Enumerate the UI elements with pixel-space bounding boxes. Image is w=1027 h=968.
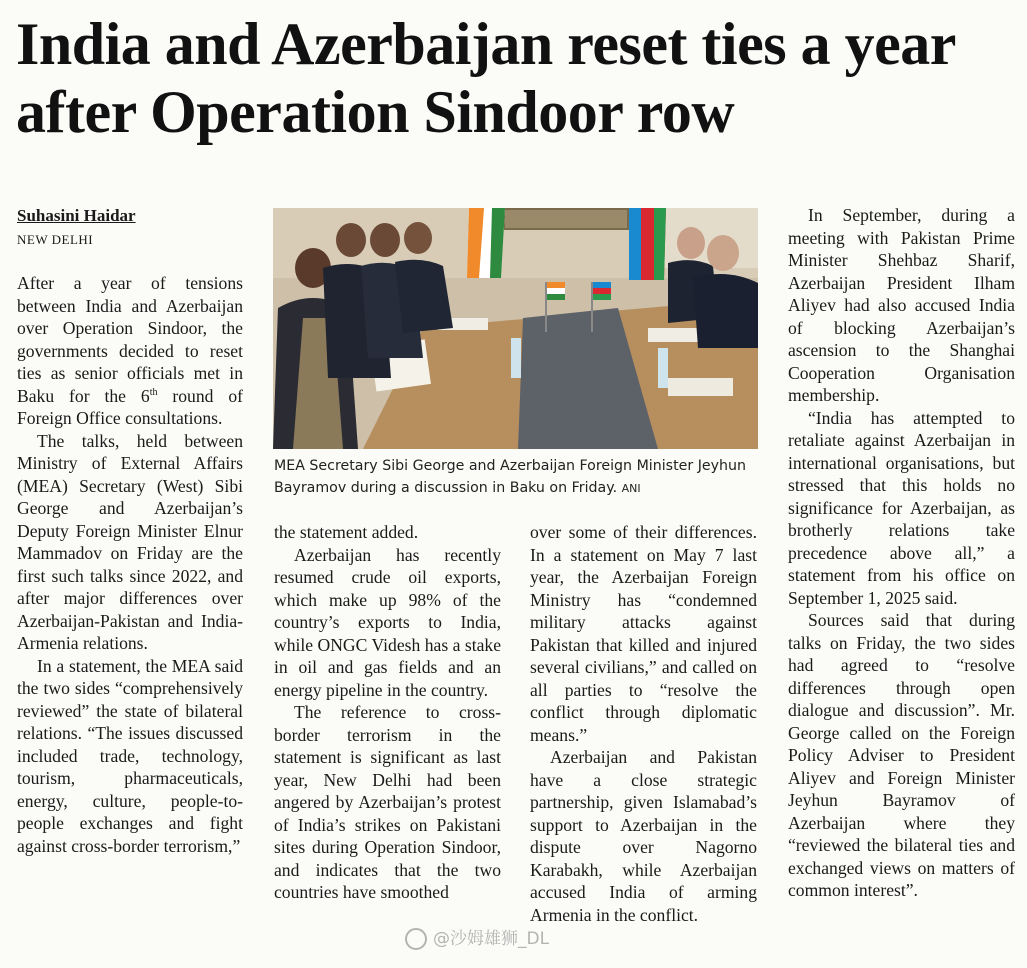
dateline: NEW DELHI (17, 232, 94, 247)
paragraph: Sources said that during talks on Friday, the two sides had agreed to “resolve differences through open dialogue and discussion”. Mr. George called on the Foreign Policy Adviser to President Aliyev and Foreign Minister Jeyhun Bayramov of Azerbaijan where they “reviewed the bilateral ties and exchanged views on matters of common interest”. (788, 610, 1015, 900)
paragraph: Azerbaijan has recently resumed crude oil exports, which make up 98% of the country’s exports to India, while ONGC Videsh has a stake in oil and gas fields and an energy pipeline in the country. (274, 544, 501, 700)
byline: Suhasini Haidar (17, 206, 136, 225)
paragraph: The talks, held between Ministry of External Affairs (MEA) Secretary (West) Sibi George and Azerbaijan’s Deputy Foreign Minister Elnur Mammadov on Friday are the first such talks since 2022, and after major differences over Azerbaijan-Pakistan and India-Armenia relations. (17, 430, 243, 653)
paragraph: Azerbaijan and Pakistan have a close strategic partnership, given Islamabad’s support to Azerbaijan in the dispute over Nagorno Karabakh, while Azerbaijan accused India of arming Armenia in the conflict. (530, 747, 757, 925)
paragraph: In a statement, the MEA said the two sides “comprehensively reviewed” the state of bilateral relations. “The issues discussed included trade, technology, tourism, pharmaceuticals, energy, culture, people-to-people exchanges and fight against cross-border terrorism,” (17, 655, 243, 856)
paragraph: over some of their differences. In a statement on May 7 last year, the Azerbaijan Foreign Ministry has “condemned military attacks against Pakistan that killed and injured several civilians,” and called on all parties to “resolve the conflict through diplomatic means.” (530, 522, 757, 745)
article-column-3 (530, 521, 757, 926)
article-column-2 (274, 521, 501, 904)
paragraph: In September, during a meeting with Pakistan Prime Minister Shehbaz Sharif, Azerbaijan President Ilham Aliyev had also accused India of blocking Azerbaijan’s ascension to the Shanghai Cooperation Organisation membership. (788, 205, 1015, 405)
paragraph: the statement added. (274, 522, 419, 542)
photo-credit: ANI (621, 482, 641, 495)
paragraph: “India has attempted to retaliate against Azerbaijan in international organisations, but stressed that this holds no significance for Azerbaijan, as brotherly relations take precedence above all,” a statement from his office on September 1, 2025 said. (788, 407, 1015, 608)
watermark: @沙姆雄狮_DL (405, 924, 549, 950)
article-column-4 (788, 204, 1015, 902)
paragraph: The reference to cross-border terrorism in the statement is significant as last year, New Delhi had been angered by Azerbaijan’s protest of India’s strikes on Pakistani sites during Operation Sindoor, and indicates that the two countries have smoothed (274, 702, 501, 902)
paragraph: After a year of tensions between India and Azerbaijan over Operation Sindoor, the governments decided to reset ties as senior officials met in Baku for the 6th round of Foreign Office consultations. (17, 273, 243, 428)
article-photo (273, 208, 758, 449)
photo-caption: MEA Secretary Sibi George and Azerbaijan Foreign Minister Jeyhun Bayramov during a discussion in Baku on Friday. ANI (274, 458, 746, 496)
headline: India and Azerbaijan reset ties a year after Operation Sindoor row (16, 11, 955, 145)
weibo-icon (405, 928, 427, 950)
article-column-1 (17, 272, 243, 857)
